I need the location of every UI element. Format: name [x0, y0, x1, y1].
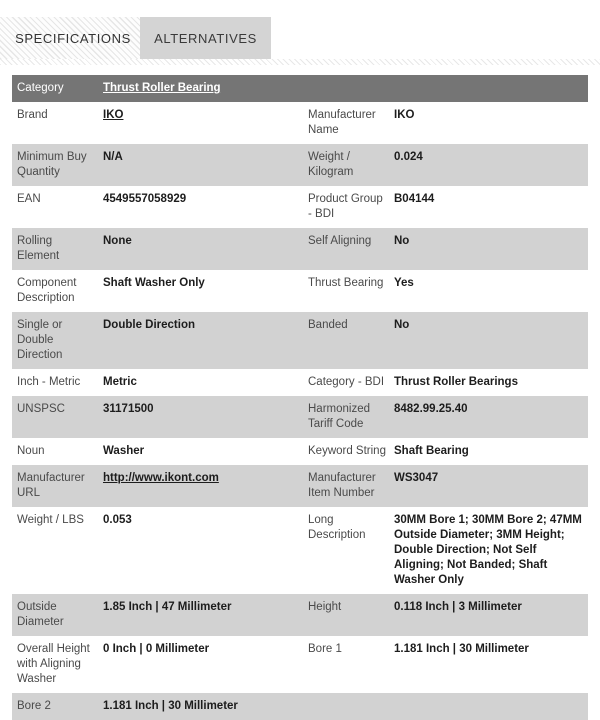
header-spacer — [303, 75, 588, 102]
table-rows-container — [12, 102, 588, 720]
row-right-label: Self Aligning — [308, 235, 372, 247]
row-left-value — [103, 465, 303, 507]
row-left-label: Brand — [17, 109, 48, 121]
row-right-label: Product Group - BDI — [308, 193, 383, 220]
row-left-value: Washer — [103, 445, 145, 457]
table-row — [12, 270, 588, 312]
row-left-label: Single or Double Direction — [17, 319, 63, 361]
row-right-value: 30MM Bore 1; 30MM Bore 2; 47MM Outside Diameter; 3MM Height; Double Direction; Not Self Aligning; Not Banded; Shaft Washer Only — [394, 514, 582, 586]
row-left-value: N/A — [103, 151, 123, 163]
row-left-value-link[interactable]: http://www.ikont.com — [103, 472, 219, 484]
row-right-label: Bore 1 — [308, 643, 342, 655]
header-category-value — [103, 75, 303, 102]
table-row — [12, 144, 588, 186]
row-right-value: WS3047 — [394, 472, 439, 484]
row-left-label: Rolling Element — [17, 235, 60, 262]
table-row — [12, 228, 588, 270]
row-left-value: Metric — [103, 376, 137, 388]
row-left-label: UNSPSC — [17, 403, 65, 415]
table-row — [12, 636, 588, 693]
row-right-label: Harmonized Tariff Code — [308, 403, 370, 430]
row-left-label: Minimum Buy Quantity — [17, 151, 87, 178]
header-category-label: Category — [17, 82, 64, 94]
table-row — [12, 312, 588, 369]
row-right-label: Manufacturer Name — [308, 109, 376, 136]
table-row — [12, 465, 588, 507]
row-left-value — [103, 102, 303, 144]
row-right-value: Thrust Roller Bearings — [394, 376, 518, 388]
table-row — [12, 693, 588, 720]
table-row — [12, 369, 588, 396]
row-right-value: No — [394, 319, 410, 331]
table-row — [12, 186, 588, 228]
row-right-value: 0.024 — [394, 151, 423, 163]
row-left-label: Component Description — [17, 277, 77, 304]
table-row — [12, 396, 588, 438]
row-left-label: Noun — [17, 445, 45, 457]
row-left-value: None — [103, 235, 132, 247]
table-header-row — [12, 75, 588, 102]
row-left-value: 4549557058929 — [103, 193, 187, 205]
row-right-label: Thrust Bearing — [308, 277, 384, 289]
row-left-value: 31171500 — [103, 403, 154, 415]
table-row — [12, 594, 588, 636]
table-row — [12, 438, 588, 465]
row-right-label: Banded — [308, 319, 348, 331]
category-link[interactable]: Thrust Roller Bearing — [103, 82, 221, 94]
row-left-label: Inch - Metric — [17, 376, 81, 388]
row-right-value: IKO — [394, 109, 415, 121]
row-left-label: Weight / LBS — [17, 514, 84, 526]
row-left-value: 0.053 — [103, 514, 132, 526]
row-left-value: 1.85 Inch | 47 Millimeter — [103, 601, 232, 613]
row-right-label — [303, 693, 394, 720]
row-right-value: Shaft Bearing — [394, 445, 469, 457]
row-left-value: Double Direction — [103, 319, 196, 331]
row-left-label: Bore 2 — [17, 700, 51, 712]
row-right-label: Manufacturer Item Number — [308, 472, 376, 499]
row-left-label: Manufacturer URL — [17, 472, 85, 499]
row-right-value: 0.118 Inch | 3 Millimeter — [394, 601, 522, 613]
row-left-label: Outside Diameter — [17, 601, 64, 628]
row-right-label: Category - BDI — [308, 376, 385, 388]
row-right-value — [394, 693, 588, 720]
row-left-value: 1.181 Inch | 30 Millimeter — [103, 700, 238, 712]
row-right-label: Long Description — [308, 514, 366, 541]
tab-alternatives[interactable]: ALTERNATIVES — [140, 17, 271, 59]
specifications-table — [12, 75, 588, 720]
row-right-label: Keyword String — [308, 445, 386, 457]
row-right-value: 1.181 Inch | 30 Millimeter — [394, 643, 529, 655]
row-left-value-link[interactable]: IKO — [103, 109, 124, 121]
tab-specifications[interactable]: SPECIFICATIONS — [0, 17, 140, 59]
row-left-value: 0 Inch | 0 Millimeter — [103, 643, 210, 655]
row-right-value: B04144 — [394, 193, 435, 205]
row-left-label: EAN — [17, 193, 41, 205]
row-right-label: Height — [308, 601, 342, 613]
tab-strip-background — [0, 59, 600, 65]
row-right-label: Weight / Kilogram — [308, 151, 354, 178]
row-right-value: 8482.99.25.40 — [394, 403, 468, 415]
tab-bar — [0, 17, 600, 65]
table-row — [12, 102, 588, 144]
row-left-label: Overall Height with Aligning Washer — [17, 643, 90, 685]
row-right-value: No — [394, 235, 410, 247]
table-row — [12, 507, 588, 594]
row-right-value: Yes — [394, 277, 414, 289]
row-left-value: Shaft Washer Only — [103, 277, 205, 289]
